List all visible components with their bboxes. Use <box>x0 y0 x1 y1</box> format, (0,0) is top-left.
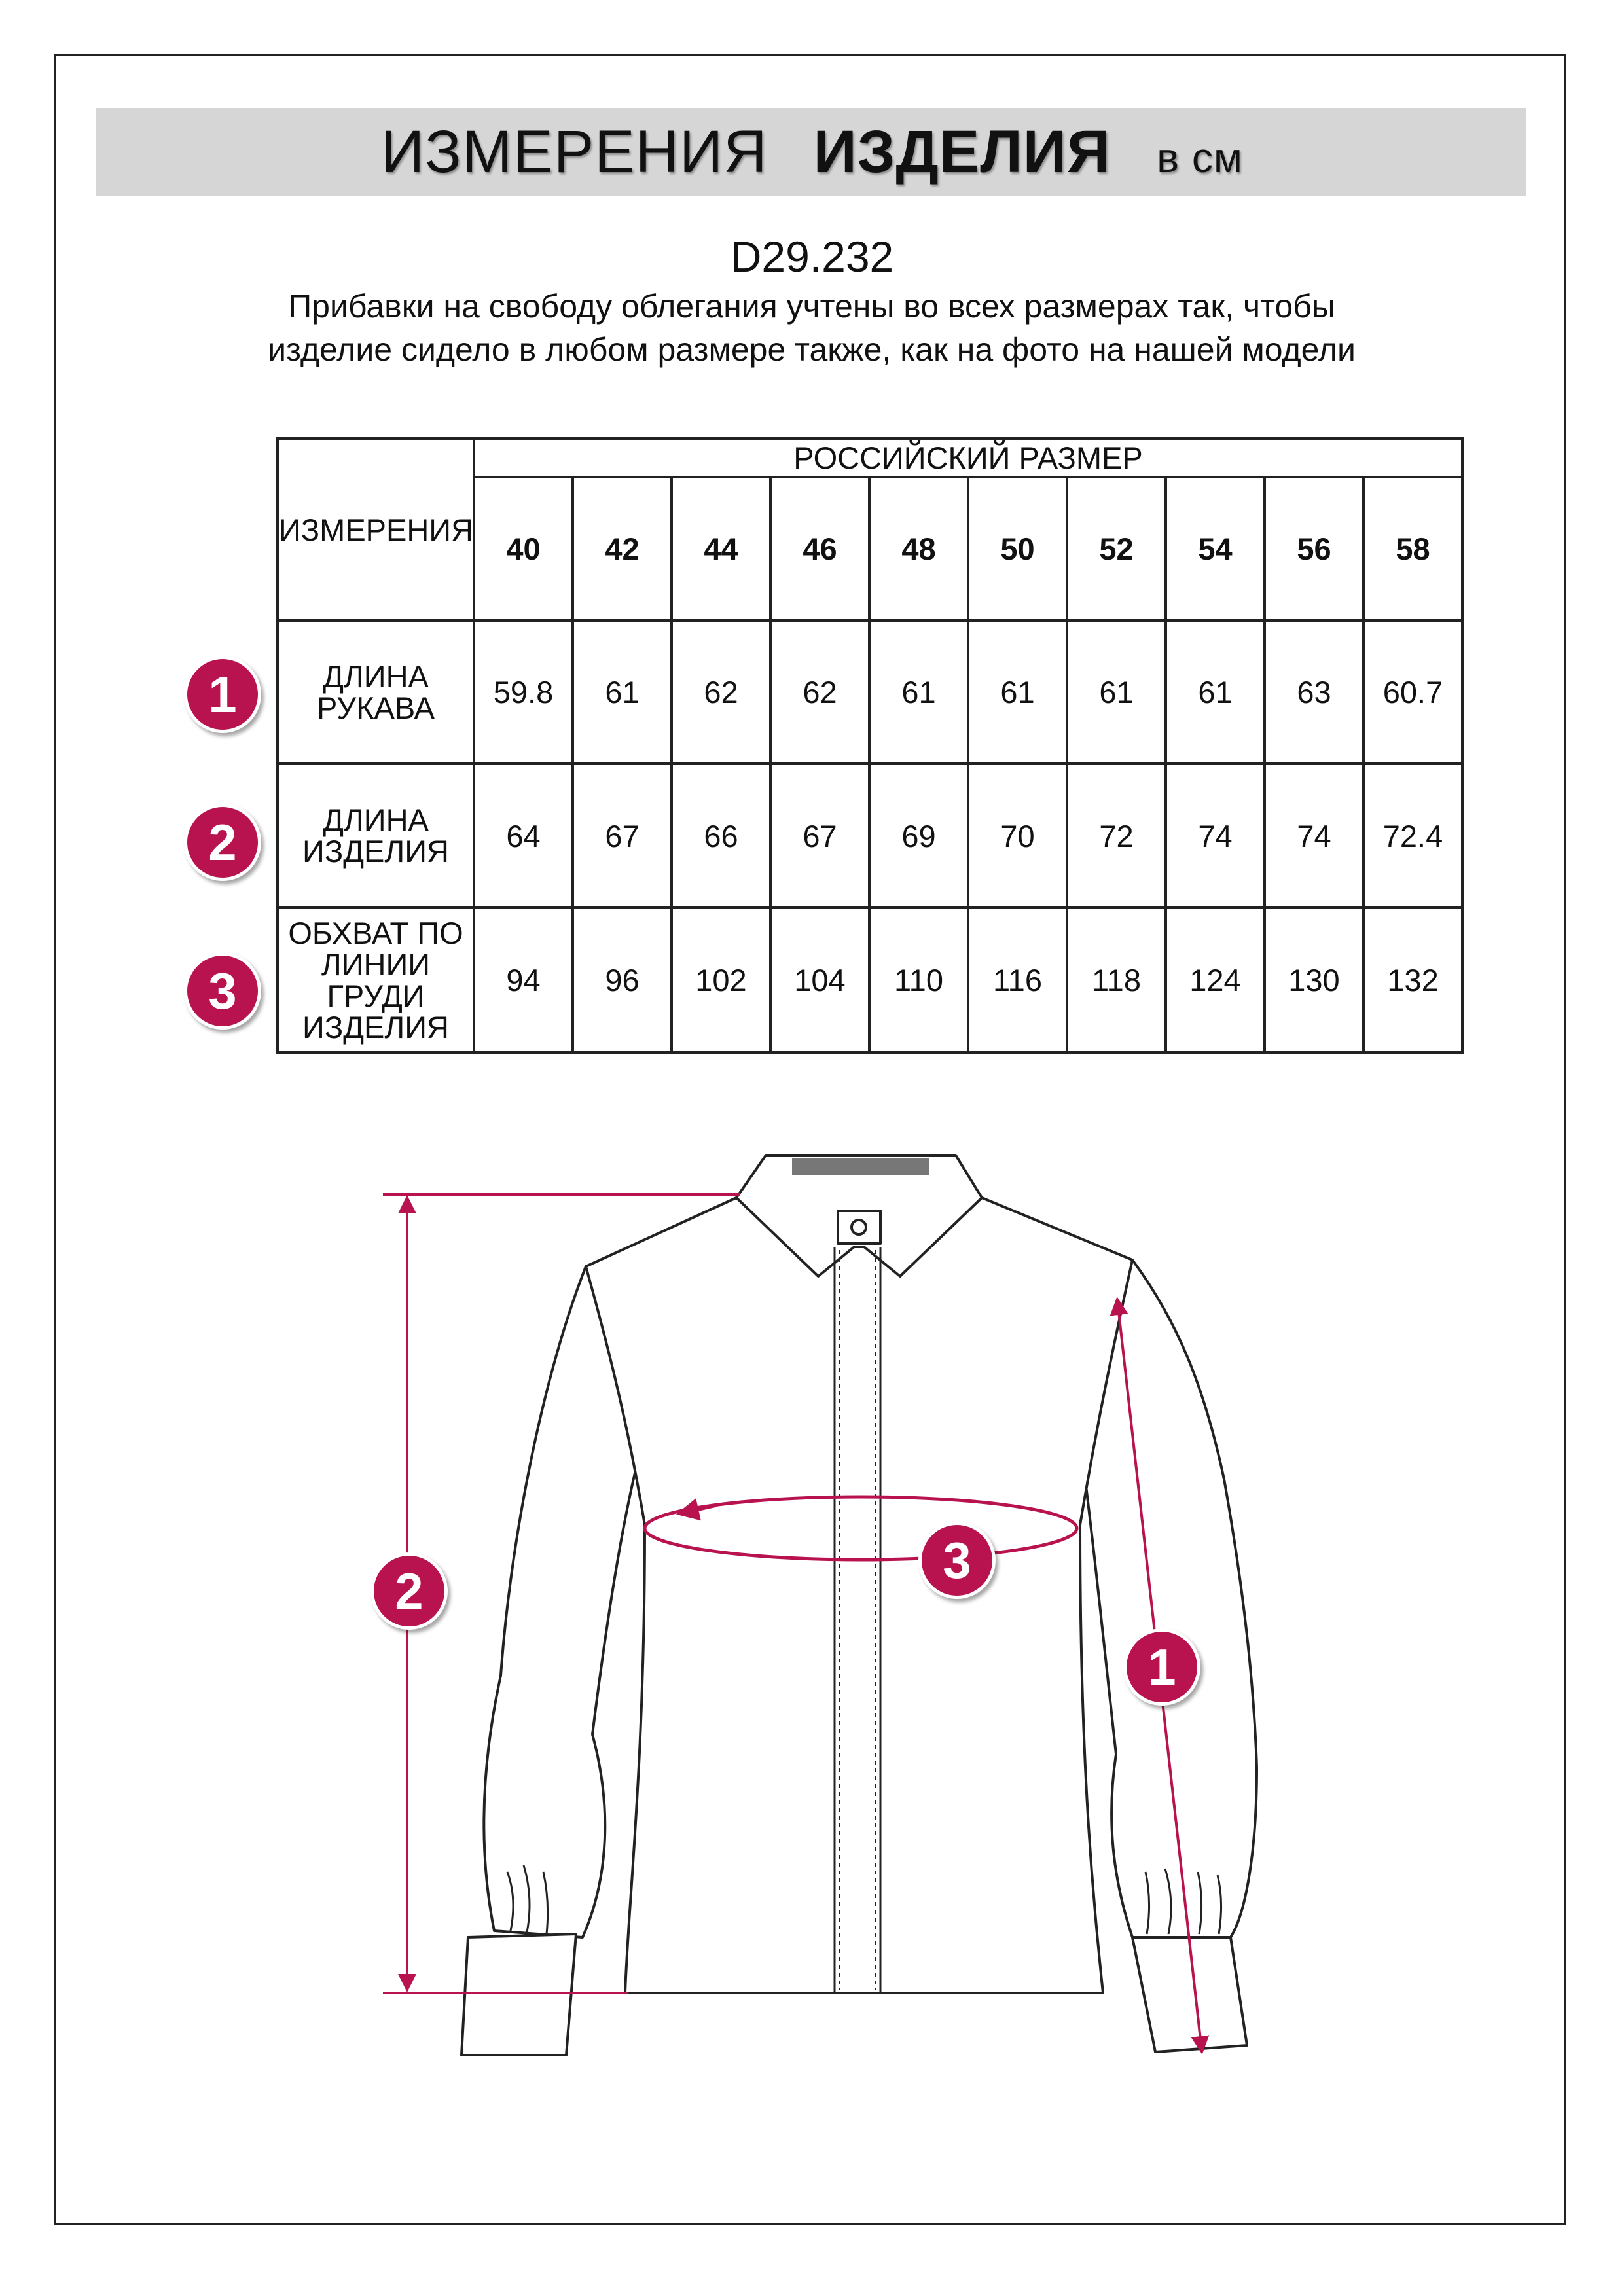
table-cell: 102 <box>672 908 770 1052</box>
size-header: 50 <box>968 477 1067 620</box>
table-cell: 67 <box>573 764 672 908</box>
size-header: 54 <box>1166 477 1265 620</box>
table-cell: 59.8 <box>474 620 573 764</box>
table-cell: 104 <box>770 908 869 1052</box>
fit-note: Прибавки на свободу облегания учтены во всех размерах так, чтобы изделие сидело в любом размере также, как на фото на нашей модели <box>268 288 1356 368</box>
row-marker-sleeve-length: 1 <box>184 656 261 733</box>
table-cell: 96 <box>573 908 672 1052</box>
table-cell: 62 <box>770 620 869 764</box>
russian-size-header: РОССИЙСКИЙ РАЗМЕР <box>474 439 1462 477</box>
size-header: 42 <box>573 477 672 620</box>
diagram-marker-garment-length: 2 <box>370 1552 448 1630</box>
row-label-line: ИЗДЕЛИЯ <box>302 834 449 869</box>
table-cell: 63 <box>1265 620 1363 764</box>
size-header: 46 <box>770 477 869 620</box>
table-cell: 61 <box>1067 620 1166 764</box>
table-cell: 116 <box>968 908 1067 1052</box>
table-cell: 110 <box>869 908 968 1052</box>
size-header: 48 <box>869 477 968 620</box>
product-code: D29.232 <box>730 232 894 281</box>
collar-inner-shadow <box>792 1158 929 1175</box>
row-label-line: ДЛИНА <box>323 802 429 837</box>
size-header: 56 <box>1265 477 1363 620</box>
row-label-line: ГРУДИ <box>327 978 425 1013</box>
table-cell: 62 <box>672 620 770 764</box>
diagram-marker-sleeve-length: 1 <box>1123 1628 1200 1706</box>
table-cell: 132 <box>1363 908 1462 1052</box>
diagram-marker-chest-girth: 3 <box>918 1522 996 1599</box>
shirt-outline <box>461 1198 1257 2055</box>
left-cuff <box>461 1934 576 2055</box>
table-cell: 124 <box>1166 908 1265 1052</box>
table-cell: 61 <box>968 620 1067 764</box>
title-unit: в см <box>1157 134 1243 181</box>
table-cell: 61 <box>869 620 968 764</box>
table-cell: 69 <box>869 764 968 908</box>
row-label-line: РУКАВА <box>316 690 435 725</box>
table-cell: 130 <box>1265 908 1363 1052</box>
table-cell: 74 <box>1166 764 1265 908</box>
table-cell: 61 <box>573 620 672 764</box>
table-cell: 74 <box>1265 764 1363 908</box>
title-part-garment: ИЗДЕЛИЯ <box>813 118 1111 185</box>
table-cell: 72.4 <box>1363 764 1462 908</box>
table-cell: 67 <box>770 764 869 908</box>
size-header: 52 <box>1067 477 1166 620</box>
collar-button <box>852 1220 866 1234</box>
table-cell: 60.7 <box>1363 620 1462 764</box>
table-cell: 64 <box>474 764 573 908</box>
table-cell: 66 <box>672 764 770 908</box>
row-label-line: ДЛИНА <box>323 658 429 694</box>
table-cell: 72 <box>1067 764 1166 908</box>
row-label-line: ИЗДЕЛИЯ <box>302 1009 449 1045</box>
table-cell: 70 <box>968 764 1067 908</box>
table-cell: 61 <box>1166 620 1265 764</box>
row-marker-garment-length: 2 <box>184 804 261 881</box>
shirt-body <box>586 1198 1132 1993</box>
row-label-line: ЛИНИИ <box>321 946 431 982</box>
size-header: 58 <box>1363 477 1462 620</box>
table-cell: 94 <box>474 908 573 1052</box>
measurements-header: ИЗМЕРЕНИЯ <box>278 439 474 620</box>
row-marker-chest-girth: 3 <box>184 952 261 1030</box>
title-part-measurements: ИЗМЕРЕНИЯ <box>381 118 768 185</box>
table-cell: 118 <box>1067 908 1166 1052</box>
size-header: 40 <box>474 477 573 620</box>
size-header: 44 <box>672 477 770 620</box>
row-label-line: ОБХВАТ ПО <box>288 915 463 950</box>
